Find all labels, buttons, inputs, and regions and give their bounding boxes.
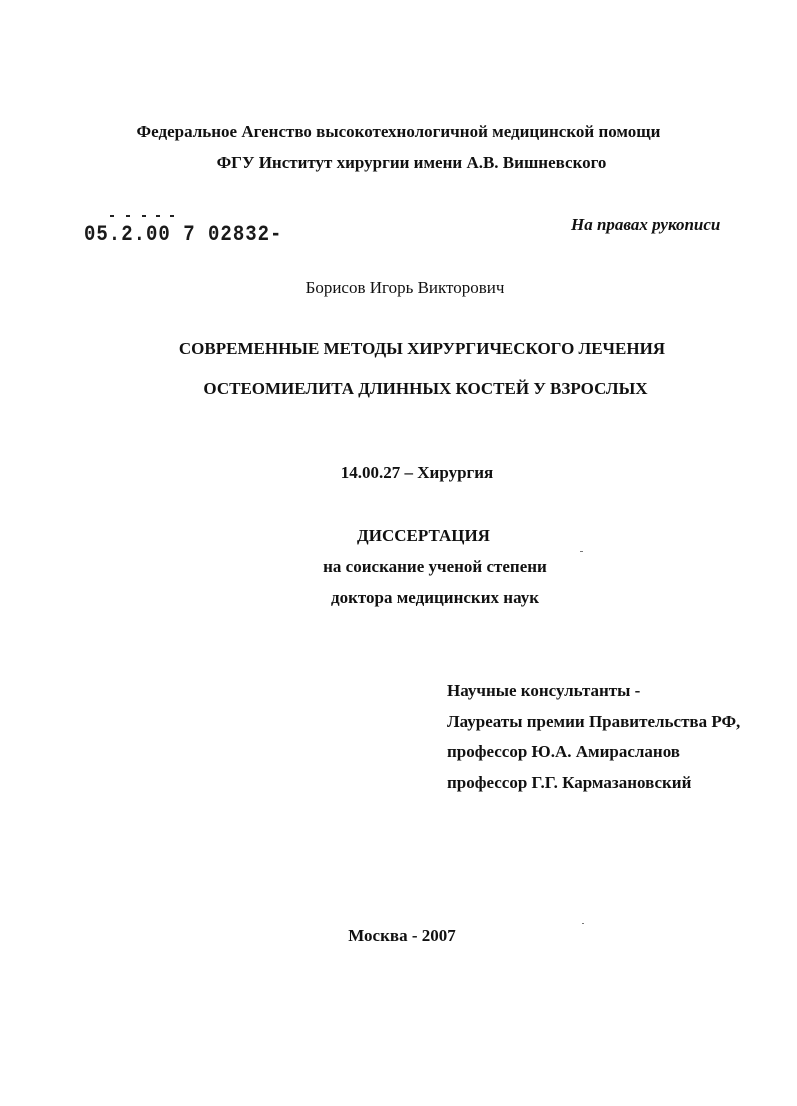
degree-line-2: доктора медицинских наук [330, 588, 540, 607]
scan-speck [582, 923, 584, 924]
degree-line-1: на соискание ученой степени [323, 557, 547, 576]
organization-name: Федеральное Агенство высокотехнологичной медицинской помощи [136, 122, 661, 141]
author-name: Борисов Игорь Викторович [305, 278, 505, 297]
consultants-line-1: Лауреаты премии Правительства РФ, [447, 712, 741, 731]
stamp-marks [108, 213, 198, 219]
institute-name: ФГУ Институт хирургии имени А.В. Вишневского [216, 153, 607, 172]
thesis-title-line-2: ОСТЕОМИЕЛИТА ДЛИННЫХ КОСТЕЙ У ВЗРОСЛЫХ [203, 379, 648, 398]
city-year: Москва - 2007 [348, 926, 456, 945]
consultant-name-2: профессор Г.Г. Кармазановский [447, 773, 692, 792]
specialty-code: 14.00.27 – Хирургия [340, 463, 494, 482]
registration-stamp-number: 05.2.00 7 02832- [84, 221, 283, 247]
document-type: ДИССЕРТАЦИЯ [357, 526, 490, 545]
consultant-name-1: профессор Ю.А. Амирасланов [447, 742, 680, 761]
thesis-title-line-1: СОВРЕМЕННЫЕ МЕТОДЫ ХИРУРГИЧЕСКОГО ЛЕЧЕНИЯ [178, 339, 666, 358]
scan-speck [580, 551, 583, 552]
manuscript-rights-note: На правах рукописи [571, 215, 721, 234]
consultants-heading: Научные консультанты - [447, 681, 641, 700]
